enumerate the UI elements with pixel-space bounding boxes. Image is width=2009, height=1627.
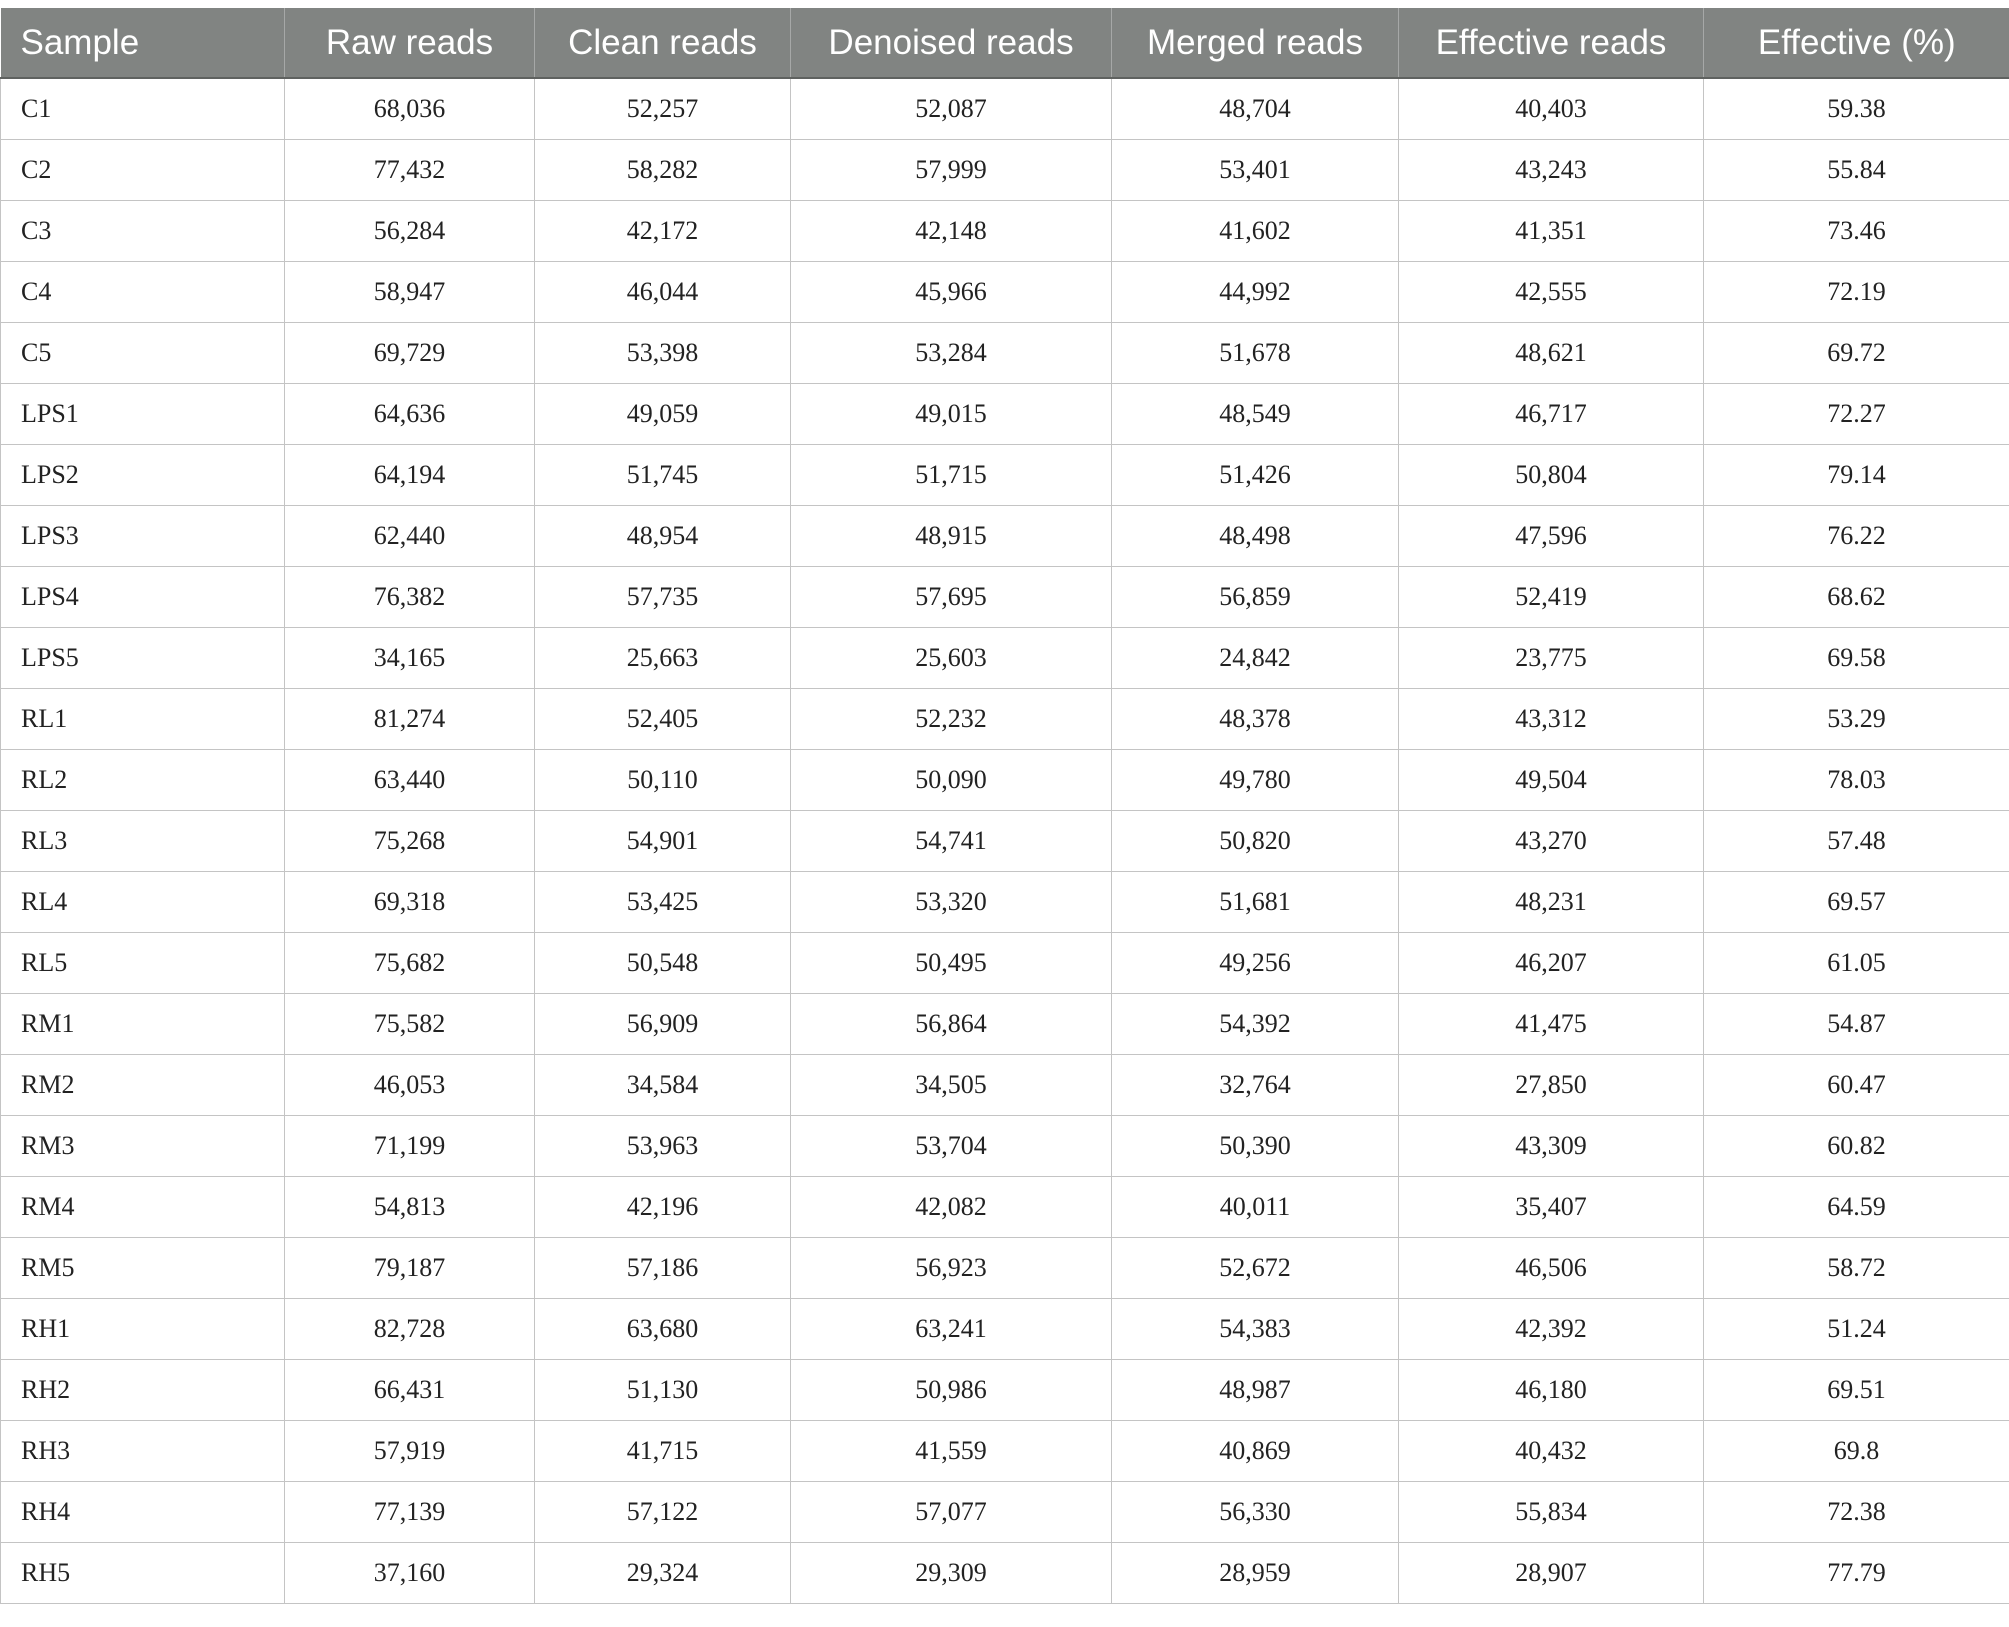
cell-denoised-reads: 34,505 [791,1055,1112,1116]
cell-effective-percent: 60.47 [1704,1055,2009,1116]
cell-merged-reads: 51,678 [1112,323,1399,384]
cell-raw-reads: 75,682 [285,933,535,994]
cell-denoised-reads: 50,986 [791,1360,1112,1421]
cell-merged-reads: 54,392 [1112,994,1399,1055]
cell-effective-percent: 72.19 [1704,262,2009,323]
cell-raw-reads: 63,440 [285,750,535,811]
cell-sample: C4 [1,262,285,323]
cell-merged-reads: 51,681 [1112,872,1399,933]
cell-sample: RL3 [1,811,285,872]
cell-clean-reads: 52,405 [535,689,791,750]
cell-merged-reads: 40,011 [1112,1177,1399,1238]
column-header-effective-reads: Effective reads [1399,8,1704,78]
table-row [1,323,2009,384]
cell-effective-reads: 48,621 [1399,323,1704,384]
cell-clean-reads: 41,715 [535,1421,791,1482]
cell-denoised-reads: 29,309 [791,1543,1112,1604]
cell-effective-reads: 23,775 [1399,628,1704,689]
table-row [1,384,2009,445]
cell-effective-percent: 73.46 [1704,201,2009,262]
cell-merged-reads: 56,330 [1112,1482,1399,1543]
cell-sample: LPS3 [1,506,285,567]
cell-merged-reads: 49,256 [1112,933,1399,994]
cell-denoised-reads: 41,559 [791,1421,1112,1482]
cell-raw-reads: 71,199 [285,1116,535,1177]
cell-clean-reads: 57,186 [535,1238,791,1299]
cell-merged-reads: 53,401 [1112,140,1399,201]
cell-merged-reads: 24,842 [1112,628,1399,689]
table-row [1,1238,2009,1299]
cell-raw-reads: 66,431 [285,1360,535,1421]
cell-sample: LPS5 [1,628,285,689]
cell-effective-percent: 77.79 [1704,1543,2009,1604]
table-row [1,1116,2009,1177]
cell-effective-reads: 43,309 [1399,1116,1704,1177]
cell-denoised-reads: 54,741 [791,811,1112,872]
cell-clean-reads: 46,044 [535,262,791,323]
cell-effective-percent: 72.38 [1704,1482,2009,1543]
cell-denoised-reads: 63,241 [791,1299,1112,1360]
cell-denoised-reads: 57,077 [791,1482,1112,1543]
cell-effective-reads: 42,392 [1399,1299,1704,1360]
cell-raw-reads: 56,284 [285,201,535,262]
table-row [1,262,2009,323]
cell-effective-percent: 60.82 [1704,1116,2009,1177]
cell-raw-reads: 62,440 [285,506,535,567]
cell-clean-reads: 52,257 [535,78,791,140]
cell-clean-reads: 50,110 [535,750,791,811]
cell-effective-reads: 46,506 [1399,1238,1704,1299]
cell-sample: RH3 [1,1421,285,1482]
table-row [1,872,2009,933]
cell-denoised-reads: 45,966 [791,262,1112,323]
cell-clean-reads: 42,172 [535,201,791,262]
cell-sample: RM2 [1,1055,285,1116]
cell-raw-reads: 75,582 [285,994,535,1055]
cell-effective-reads: 27,850 [1399,1055,1704,1116]
cell-merged-reads: 54,383 [1112,1299,1399,1360]
cell-sample: RH2 [1,1360,285,1421]
cell-effective-percent: 51.24 [1704,1299,2009,1360]
cell-raw-reads: 68,036 [285,78,535,140]
header-row [1,8,2009,78]
cell-sample: RL2 [1,750,285,811]
cell-effective-reads: 43,243 [1399,140,1704,201]
cell-effective-percent: 59.38 [1704,78,2009,140]
cell-clean-reads: 50,548 [535,933,791,994]
cell-clean-reads: 53,425 [535,872,791,933]
cell-denoised-reads: 53,284 [791,323,1112,384]
cell-denoised-reads: 42,082 [791,1177,1112,1238]
cell-merged-reads: 44,992 [1112,262,1399,323]
cell-effective-reads: 43,312 [1399,689,1704,750]
cell-denoised-reads: 50,495 [791,933,1112,994]
cell-effective-percent: 61.05 [1704,933,2009,994]
cell-sample: RL1 [1,689,285,750]
cell-merged-reads: 50,390 [1112,1116,1399,1177]
cell-raw-reads: 58,947 [285,262,535,323]
table-row [1,445,2009,506]
cell-clean-reads: 48,954 [535,506,791,567]
cell-clean-reads: 53,963 [535,1116,791,1177]
cell-effective-reads: 50,804 [1399,445,1704,506]
cell-merged-reads: 51,426 [1112,445,1399,506]
cell-merged-reads: 48,987 [1112,1360,1399,1421]
cell-sample: RM5 [1,1238,285,1299]
cell-clean-reads: 63,680 [535,1299,791,1360]
cell-raw-reads: 76,382 [285,567,535,628]
cell-effective-reads: 40,432 [1399,1421,1704,1482]
column-header-raw-reads: Raw reads [285,8,535,78]
cell-effective-reads: 48,231 [1399,872,1704,933]
table-header [1,8,2009,78]
table-row [1,1360,2009,1421]
cell-raw-reads: 57,919 [285,1421,535,1482]
cell-effective-reads: 42,555 [1399,262,1704,323]
cell-clean-reads: 51,745 [535,445,791,506]
cell-raw-reads: 75,268 [285,811,535,872]
cell-sample: C2 [1,140,285,201]
cell-merged-reads: 48,498 [1112,506,1399,567]
cell-sample: RM1 [1,994,285,1055]
cell-merged-reads: 41,602 [1112,201,1399,262]
cell-raw-reads: 64,194 [285,445,535,506]
table-row [1,811,2009,872]
cell-clean-reads: 57,735 [535,567,791,628]
cell-effective-reads: 46,717 [1399,384,1704,445]
cell-sample: LPS1 [1,384,285,445]
cell-clean-reads: 34,584 [535,1055,791,1116]
cell-sample: RM4 [1,1177,285,1238]
cell-sample: C1 [1,78,285,140]
cell-raw-reads: 79,187 [285,1238,535,1299]
cell-effective-percent: 78.03 [1704,750,2009,811]
cell-effective-percent: 79.14 [1704,445,2009,506]
cell-merged-reads: 49,780 [1112,750,1399,811]
cell-effective-reads: 41,475 [1399,994,1704,1055]
table-body [1,78,2009,1604]
cell-denoised-reads: 48,915 [791,506,1112,567]
cell-denoised-reads: 56,864 [791,994,1112,1055]
column-header-effective-percent: Effective (%) [1704,8,2009,78]
cell-effective-percent: 72.27 [1704,384,2009,445]
table-row [1,628,2009,689]
cell-effective-reads: 55,834 [1399,1482,1704,1543]
cell-raw-reads: 77,432 [285,140,535,201]
cell-effective-percent: 64.59 [1704,1177,2009,1238]
cell-effective-reads: 49,504 [1399,750,1704,811]
cell-raw-reads: 54,813 [285,1177,535,1238]
cell-raw-reads: 37,160 [285,1543,535,1604]
cell-effective-reads: 28,907 [1399,1543,1704,1604]
table-row [1,933,2009,994]
cell-merged-reads: 48,378 [1112,689,1399,750]
cell-denoised-reads: 57,999 [791,140,1112,201]
cell-effective-percent: 68.62 [1704,567,2009,628]
cell-clean-reads: 49,059 [535,384,791,445]
cell-denoised-reads: 53,320 [791,872,1112,933]
cell-denoised-reads: 52,087 [791,78,1112,140]
cell-merged-reads: 52,672 [1112,1238,1399,1299]
cell-effective-percent: 58.72 [1704,1238,2009,1299]
cell-raw-reads: 46,053 [285,1055,535,1116]
cell-raw-reads: 69,729 [285,323,535,384]
cell-effective-percent: 69.72 [1704,323,2009,384]
cell-effective-reads: 52,419 [1399,567,1704,628]
cell-denoised-reads: 57,695 [791,567,1112,628]
cell-clean-reads: 51,130 [535,1360,791,1421]
table-row [1,994,2009,1055]
cell-denoised-reads: 53,704 [791,1116,1112,1177]
cell-sample: RH5 [1,1543,285,1604]
cell-effective-percent: 54.87 [1704,994,2009,1055]
cell-sample: LPS4 [1,567,285,628]
cell-merged-reads: 50,820 [1112,811,1399,872]
table-row [1,750,2009,811]
cell-clean-reads: 29,324 [535,1543,791,1604]
cell-raw-reads: 34,165 [285,628,535,689]
cell-effective-percent: 57.48 [1704,811,2009,872]
cell-clean-reads: 53,398 [535,323,791,384]
cell-effective-reads: 47,596 [1399,506,1704,567]
column-header-sample: Sample [1,8,285,78]
cell-effective-percent: 53.29 [1704,689,2009,750]
cell-raw-reads: 81,274 [285,689,535,750]
cell-merged-reads: 48,549 [1112,384,1399,445]
cell-sample: RL5 [1,933,285,994]
cell-denoised-reads: 52,232 [791,689,1112,750]
cell-effective-reads: 35,407 [1399,1177,1704,1238]
cell-effective-reads: 40,403 [1399,78,1704,140]
cell-clean-reads: 56,909 [535,994,791,1055]
cell-sample: C3 [1,201,285,262]
cell-merged-reads: 32,764 [1112,1055,1399,1116]
cell-clean-reads: 25,663 [535,628,791,689]
cell-merged-reads: 48,704 [1112,78,1399,140]
data-table-container [0,8,2009,1604]
cell-clean-reads: 54,901 [535,811,791,872]
cell-effective-reads: 41,351 [1399,201,1704,262]
table-row [1,689,2009,750]
table-row [1,1055,2009,1116]
table-row [1,1299,2009,1360]
table-row [1,78,2009,140]
cell-effective-percent: 76.22 [1704,506,2009,567]
cell-sample: RL4 [1,872,285,933]
cell-denoised-reads: 49,015 [791,384,1112,445]
column-header-denoised-reads: Denoised reads [791,8,1112,78]
cell-sample: LPS2 [1,445,285,506]
cell-raw-reads: 77,139 [285,1482,535,1543]
reads-table [0,8,2009,1604]
table-row [1,201,2009,262]
cell-sample: RM3 [1,1116,285,1177]
column-header-clean-reads: Clean reads [535,8,791,78]
cell-merged-reads: 28,959 [1112,1543,1399,1604]
cell-clean-reads: 57,122 [535,1482,791,1543]
cell-sample: C5 [1,323,285,384]
table-row [1,1421,2009,1482]
table-row [1,140,2009,201]
cell-raw-reads: 69,318 [285,872,535,933]
cell-effective-reads: 46,207 [1399,933,1704,994]
table-row [1,1482,2009,1543]
table-row [1,1543,2009,1604]
cell-sample: RH1 [1,1299,285,1360]
cell-effective-reads: 43,270 [1399,811,1704,872]
cell-sample: RH4 [1,1482,285,1543]
cell-raw-reads: 64,636 [285,384,535,445]
cell-merged-reads: 56,859 [1112,567,1399,628]
table-row [1,567,2009,628]
cell-raw-reads: 82,728 [285,1299,535,1360]
cell-effective-percent: 69.51 [1704,1360,2009,1421]
cell-denoised-reads: 50,090 [791,750,1112,811]
cell-denoised-reads: 51,715 [791,445,1112,506]
cell-effective-percent: 69.58 [1704,628,2009,689]
table-row [1,1177,2009,1238]
cell-clean-reads: 42,196 [535,1177,791,1238]
cell-effective-percent: 55.84 [1704,140,2009,201]
cell-denoised-reads: 25,603 [791,628,1112,689]
cell-denoised-reads: 56,923 [791,1238,1112,1299]
cell-effective-percent: 69.8 [1704,1421,2009,1482]
cell-clean-reads: 58,282 [535,140,791,201]
cell-denoised-reads: 42,148 [791,201,1112,262]
cell-effective-percent: 69.57 [1704,872,2009,933]
table-row [1,506,2009,567]
cell-effective-reads: 46,180 [1399,1360,1704,1421]
cell-merged-reads: 40,869 [1112,1421,1399,1482]
column-header-merged-reads: Merged reads [1112,8,1399,78]
